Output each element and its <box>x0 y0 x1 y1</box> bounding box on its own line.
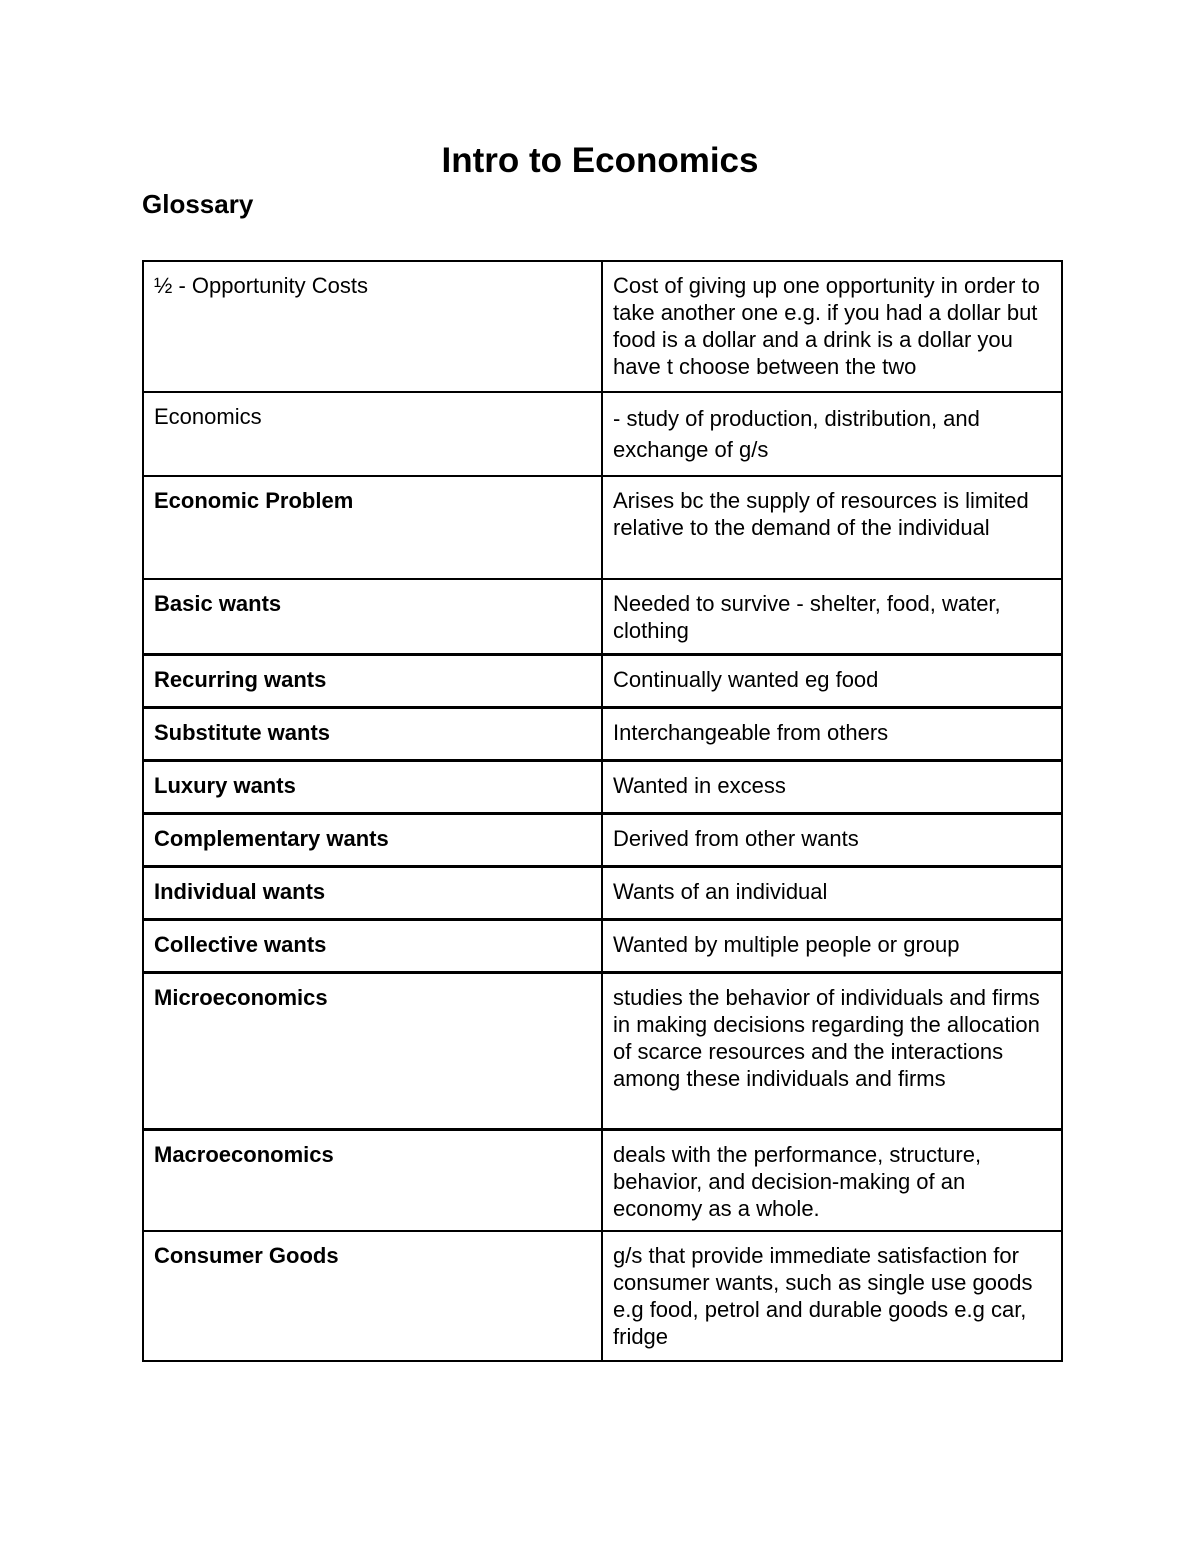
table-row <box>143 919 1062 972</box>
glossary-term: Complementary wants <box>143 813 602 866</box>
table-row <box>143 760 1062 813</box>
glossary-definition: Cost of giving up one opportunity in order to take another one e.g. if you had a dollar but food is a dollar and a drink is a dollar you have t choose between the two <box>602 261 1062 392</box>
glossary-definition: Continually wanted eg food <box>602 654 1062 707</box>
glossary-term: Recurring wants <box>143 654 602 707</box>
glossary-definition: Derived from other wants <box>602 813 1062 866</box>
glossary-term: Basic wants <box>143 579 602 654</box>
glossary-definition: Arises bc the supply of resources is limited relative to the demand of the individual <box>602 476 1062 579</box>
table-row <box>143 1231 1062 1361</box>
glossary-term: Economic Problem <box>143 476 602 579</box>
glossary-definition: Interchangeable from others <box>602 707 1062 760</box>
page-title: Intro to Economics <box>441 141 759 180</box>
glossary-definition: deals with the performance, structure, behavior, and decision-making of an economy as a whole. <box>602 1129 1062 1231</box>
table-row <box>143 1129 1062 1231</box>
table-row <box>143 261 1062 392</box>
glossary-term: Substitute wants <box>143 707 602 760</box>
table-row <box>143 813 1062 866</box>
glossary-term: Macroeconomics <box>143 1129 602 1231</box>
glossary-definition: Needed to survive - shelter, food, water, clothing <box>602 579 1062 654</box>
section-heading: Glossary <box>142 189 254 219</box>
glossary-definition: Wants of an individual <box>602 866 1062 919</box>
table-row <box>143 476 1062 579</box>
glossary-term: Individual wants <box>143 866 602 919</box>
glossary-term: Microeconomics <box>143 972 602 1129</box>
glossary-definition: studies the behavior of individuals and firms in making decisions regarding the allocation of scarce resources and the interactions among these individuals and firms <box>602 972 1062 1129</box>
glossary-term: Economics <box>143 392 602 476</box>
table-row <box>143 972 1062 1129</box>
glossary-definition: - study of production, distribution, and exchange of g/s <box>602 392 1062 476</box>
table-row <box>143 707 1062 760</box>
glossary-table <box>142 260 1063 1362</box>
glossary-term: Collective wants <box>143 919 602 972</box>
table-row <box>143 866 1062 919</box>
glossary-definition: Wanted in excess <box>602 760 1062 813</box>
glossary-term: Consumer Goods <box>143 1231 602 1361</box>
table-row <box>143 392 1062 476</box>
glossary-definition: g/s that provide immediate satisfaction for consumer wants, such as single use goods e.g food, petrol and durable goods e.g car, fridge <box>602 1231 1062 1361</box>
glossary-term: Luxury wants <box>143 760 602 813</box>
glossary-definition: Wanted by multiple people or group <box>602 919 1062 972</box>
table-row <box>143 654 1062 707</box>
table-row <box>143 579 1062 654</box>
glossary-term: ½ - Opportunity Costs <box>143 261 602 392</box>
